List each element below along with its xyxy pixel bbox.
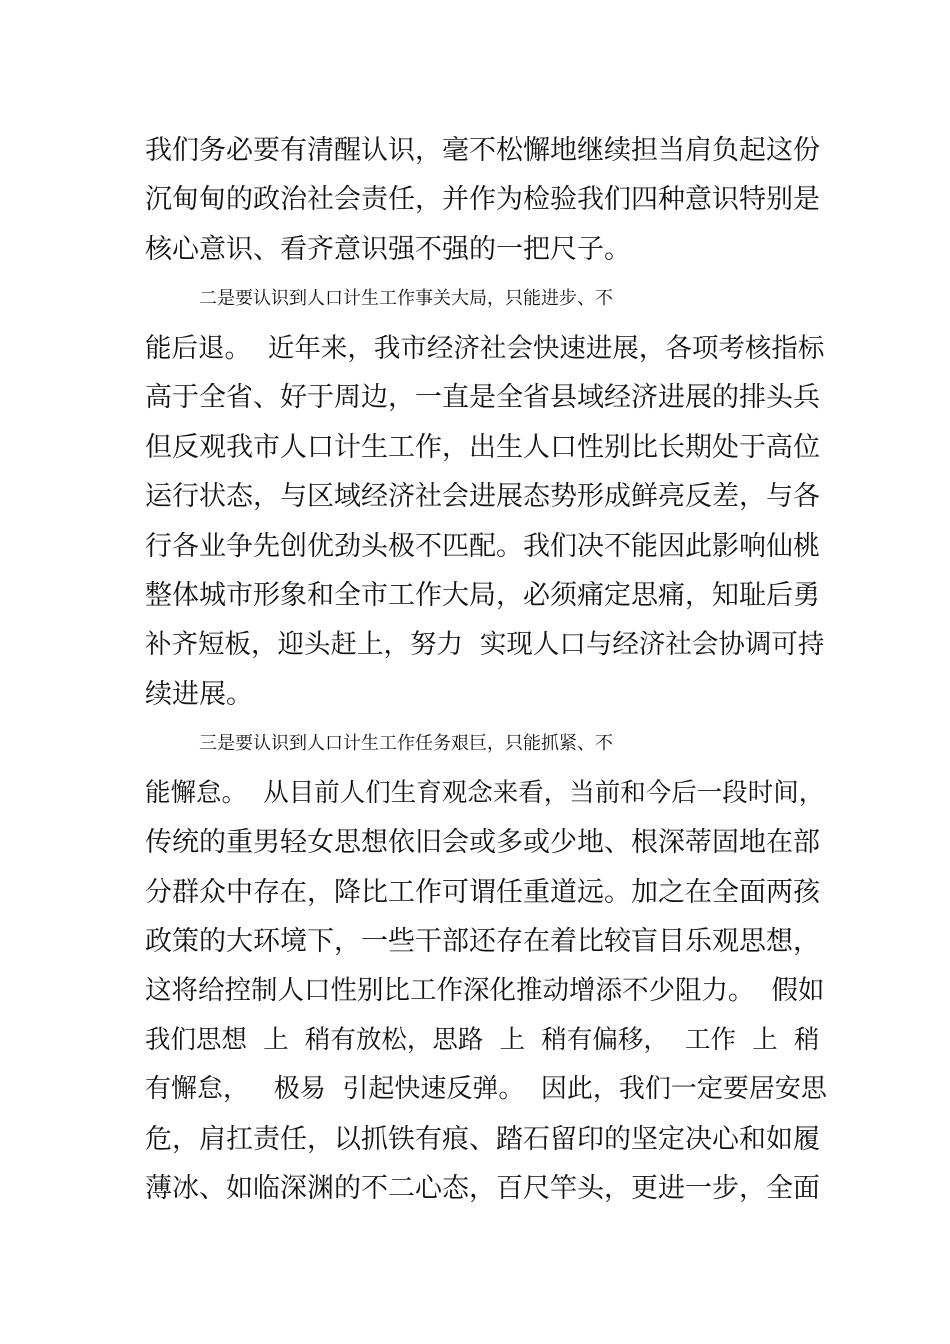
text-line: 传统的重男轻女思想依旧会或多或少地、根深蒂固地在部 xyxy=(145,827,820,859)
text-line: 政策的大环境下，一些干部还存在着比较盲目乐观思想， xyxy=(145,926,820,957)
text-line: 行各业争先创优劲头极不匹配。我们决不能因此影响仙桃 xyxy=(145,530,820,562)
text-line: 薄冰、如临深渊的不二心态，百尺竿头，更进一步，全面 xyxy=(145,1173,820,1205)
text-line: 但反观我市人口计生工作，出生人口性别比长期处于高位 xyxy=(145,431,820,463)
text-line: 这将给控制人口性别比工作深化推动增添不少阻力。 假如 xyxy=(145,975,825,1007)
text-line: 核心意识、看齐意识强不强的一把尺子。 xyxy=(145,233,631,265)
document-body-text xyxy=(145,126,825,1214)
text-line: 分群众中存在，降比工作可谓任重道远。加之在全面两孩 xyxy=(145,876,820,908)
text-line: 三是要认识到人口计生工作任务艰巨，只能抓紧、不 xyxy=(199,733,613,755)
text-line: 我们务必要有清醒认识，毫不松懈地继续担当肩负起这份 xyxy=(145,135,820,166)
text-line: 补齐短板，迎头赶上，努力 实现人口与经济社会协调可持 xyxy=(145,629,825,661)
text-line: 危，肩扛责任，以抓铁有痕、踏石留印的坚定决心和如履 xyxy=(145,1123,820,1155)
text-line: 能后退。 近年来，我市经济社会快速进展，各项考核指标 xyxy=(145,332,825,364)
text-line: 能懈怠。 从目前人们生育观念来看，当前和今后一段时间， xyxy=(145,777,825,808)
text-line: 我们思想 上 稍有放松，思路 上 稍有偏移， 工作 上 稍 xyxy=(145,1024,820,1055)
text-line: 高于全省、好于周边，一直是全省县域经济进展的排头兵 xyxy=(145,382,820,414)
text-line: 整体城市形象和全市工作大局，必须痛定思痛，知耻后勇 xyxy=(145,579,820,611)
text-line: 二是要认识到人口计生工作事关大局，只能进步、不 xyxy=(199,288,613,310)
text-line: 沉甸甸的政治社会责任，并作为检验我们四种意识特别是 xyxy=(145,184,820,216)
text-line: 运行状态，与区域经济社会进展态势形成鲜亮反差，与各 xyxy=(145,481,820,513)
text-line: 有懈怠， 极易 引起快速反弹。 因此，我们一定要居安思 xyxy=(145,1074,827,1105)
text-line: 续进展。 xyxy=(145,678,253,710)
